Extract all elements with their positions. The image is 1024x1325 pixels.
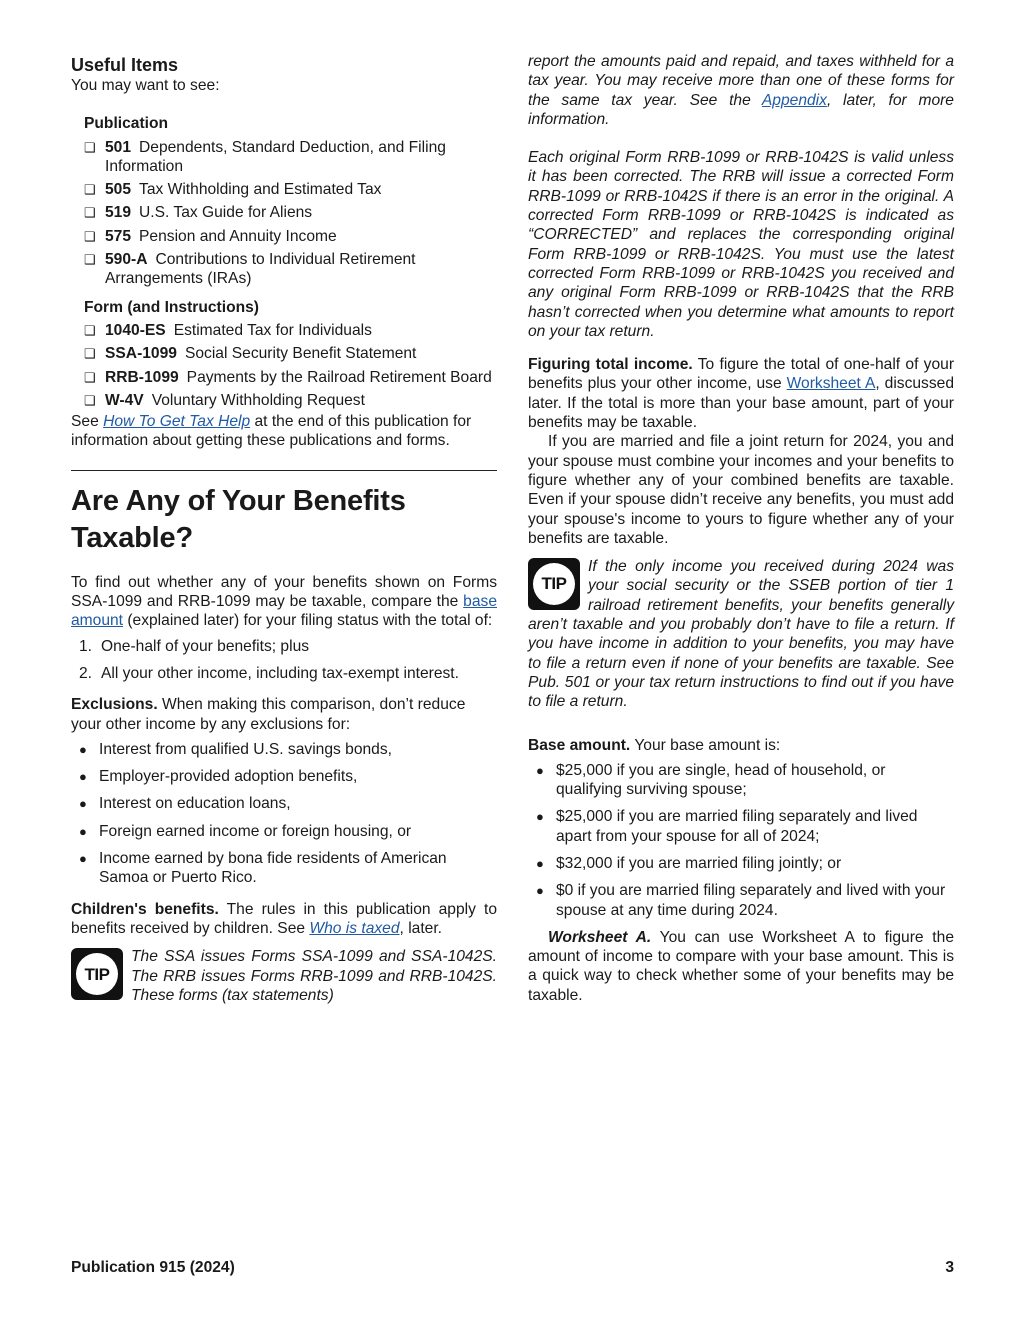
useful-items-intro: You may want to see: xyxy=(71,77,220,94)
bullet-icon: ● xyxy=(536,809,544,825)
publication-item xyxy=(84,250,497,289)
base-amount-paragraph: Base amount. Your base amount is: xyxy=(528,736,781,754)
checkbox-icon: ❑ xyxy=(84,369,96,385)
exclusion-item xyxy=(71,740,497,759)
form-list xyxy=(71,321,497,410)
worksheet-a-paragraph: Worksheet A. You can use Worksheet A to figure the amount of income to compare with your base amount. This is a quick way to check whether some of your benefits may be taxable. xyxy=(528,928,954,1004)
exclusion-item xyxy=(71,822,497,841)
publication-item-number: 501 xyxy=(105,138,132,156)
checkbox-icon: ❑ xyxy=(84,182,96,198)
worksheet-a-link[interactable]: Worksheet A xyxy=(786,375,876,393)
bullet-icon: ● xyxy=(79,823,87,839)
base-amount-item xyxy=(528,854,954,873)
base-amount-item-text: $25,000 if you are married filing separately and lived apart from your spouse for all of 2024; xyxy=(556,808,918,845)
base-amount-item xyxy=(528,807,954,846)
publication-list xyxy=(71,138,497,289)
section-divider xyxy=(71,470,497,471)
base-amount-item xyxy=(528,881,954,920)
who-is-taxed-link[interactable]: Who is taxed xyxy=(309,919,400,937)
base-amount-item-text: $25,000 if you are single, head of household, or qualifying surviving spouse; xyxy=(556,761,886,799)
section-intro: To find out whether any of your benefits shown on Forms SSA-1099 and RRB-1099 may be taxable, compare the base amount (explained later) for your filing status with the total of: xyxy=(71,573,497,630)
checkbox-icon: ❑ xyxy=(84,139,96,155)
exclusion-item-text: Employer-provided adoption benefits, xyxy=(99,768,358,786)
form-item-number: RRB-1099 xyxy=(105,368,179,386)
form-item-number: W-4V xyxy=(105,391,144,409)
appendix-link[interactable]: Appendix xyxy=(761,91,827,109)
married-joint-paragraph: If you are married and file a joint return for 2024, you and your spouse must combine your incomes and your benefits to figure whether any of your combined benefits are taxable. Even if your spouse didn’t receive any benefits, you must add your spouse's income to yours to figure whether any of your benefits are taxable. xyxy=(528,433,954,547)
tip-text-forms: The SSA issues Forms SSA-1099 and SSA-1042S. The RRB issues Forms RRB-1099 and RRB-1042S. These forms (tax statements) xyxy=(131,948,497,1004)
publication-item-text xyxy=(105,180,497,199)
checkbox-icon: ❑ xyxy=(84,392,96,408)
checkbox-icon: ❑ xyxy=(84,205,96,221)
form-item xyxy=(84,344,497,363)
bullet-icon: ● xyxy=(79,741,87,757)
childrens-benefits-paragraph: Children's benefits. The rules in this publication apply to benefits received by children. See Who is taxed, later. xyxy=(71,900,497,937)
tip-box-income xyxy=(528,557,954,711)
exclusion-item-text: Income earned by bona fide residents of American Samoa or Puerto Rico. xyxy=(99,850,447,887)
item-number: 1. xyxy=(79,637,93,655)
publication-item xyxy=(84,227,497,246)
form-item xyxy=(84,391,497,410)
base-amount-list xyxy=(528,761,954,920)
bullet-icon: ● xyxy=(79,769,87,785)
left-column xyxy=(71,52,497,1005)
publication-item-number: 575 xyxy=(105,227,132,245)
checkbox-icon: ❑ xyxy=(84,252,96,268)
exclusions-list xyxy=(71,740,497,888)
bullet-icon: ● xyxy=(536,855,544,871)
footer-page-number: 3 xyxy=(945,1259,954,1276)
useful-items-heading: Useful Items xyxy=(71,55,179,75)
publication-item-description: Dependents, Standard Deduction, and Filing Information xyxy=(105,138,446,175)
exclusion-item xyxy=(71,794,497,813)
base-amount-item xyxy=(528,761,954,800)
base-amount-item-text: $32,000 if you are married filing jointly; or xyxy=(556,854,842,872)
form-item-description: Voluntary Withholding Request xyxy=(151,391,365,409)
form-item-description: Payments by the Railroad Retirement Board xyxy=(186,368,492,386)
exclusion-item-text: Foreign earned income or foreign housing, or xyxy=(99,822,412,840)
exclusion-item-text: Interest on education loans, xyxy=(99,795,291,813)
publication-item-description: Contributions to Individual Retirement Arrangements (IRAs) xyxy=(105,251,416,288)
item-number: 2. xyxy=(79,664,93,682)
publication-item-number: 590-A xyxy=(105,251,148,269)
form-item-description: Estimated Tax for Individuals xyxy=(173,321,372,339)
publication-item-number: 505 xyxy=(105,181,132,199)
publication-item-description: U.S. Tax Guide for Aliens xyxy=(139,204,313,222)
form-item-description: Social Security Benefit Statement xyxy=(184,345,417,363)
publication-item-text xyxy=(105,250,497,289)
publication-item-text xyxy=(105,203,497,222)
checkbox-icon: ❑ xyxy=(84,322,96,338)
exclusion-item xyxy=(71,849,497,888)
right-column xyxy=(528,52,954,1005)
numbered-item xyxy=(71,637,497,656)
form-item-text xyxy=(105,391,497,410)
numbered-list xyxy=(71,637,497,684)
publication-item xyxy=(84,203,497,222)
exclusion-item-text: Interest from qualified U.S. savings bonds, xyxy=(99,740,392,758)
form-item xyxy=(84,368,497,387)
bullet-icon: ● xyxy=(536,762,544,778)
tip-box-forms xyxy=(71,947,497,1005)
item-text: All your other income, including tax-exempt interest. xyxy=(101,664,459,682)
base-amount-link[interactable]: base amount xyxy=(71,593,497,630)
tip-continuation: report the amounts paid and repaid, and taxes withheld for a tax year. You may receive more than one of these forms for the same tax year. See the Appendix, later, for more information. xyxy=(528,53,954,128)
publication-item-number: 519 xyxy=(105,204,132,222)
footer-publication: Publication 915 (2024) xyxy=(71,1259,235,1276)
form-item xyxy=(84,321,497,340)
publication-item-description: Tax Withholding and Estimated Tax xyxy=(139,181,382,199)
form-item-number: SSA-1099 xyxy=(105,345,177,363)
figuring-total-income-paragraph: Figuring total income. To figure the total of one-half of your benefits plus your other income, use Worksheet A, discussed later. If the total is more than your base amount, part of your benefits may be taxable. xyxy=(528,356,955,432)
form-item-text xyxy=(105,321,497,340)
numbered-item xyxy=(71,664,497,683)
exclusions-paragraph: Exclusions. When making this comparison, don’t reduce your other income by any exclusions for: xyxy=(71,696,466,733)
exclusion-item xyxy=(71,767,497,786)
publication-heading: Publication xyxy=(84,115,169,133)
see-help-paragraph: See How To Get Tax Help at the end of this publication for information about getting these publications and forms. xyxy=(71,413,472,450)
publication-item xyxy=(84,138,497,177)
publication-item-description: Pension and Annuity Income xyxy=(139,227,337,245)
checkbox-icon: ❑ xyxy=(84,346,96,362)
form-item-number: 1040-ES xyxy=(105,321,166,339)
tip-icon: TIP xyxy=(71,948,123,1000)
tip-icon: TIP xyxy=(528,558,580,610)
corrected-forms-paragraph: Each original Form RRB-1099 or RRB-1042S is valid unless it has been corrected. The RRB will issue a corrected Form RRB-1099 or RRB-1042S if there is an error in the original. A corrected Form RRB-1099 or RRB-1042S is indicated as “CORRECTED” and replaces the corresponding original Form RRB-1099 or RRB-1042S. You must use the latest corrected Form RRB-1099 or RRB-1042S you received and any original Form RRB-1099 or RRB-1042S that the RRB hasn’t corrected when you determine what amounts to report on your tax return. xyxy=(528,149,954,340)
bullet-icon: ● xyxy=(79,796,87,812)
checkbox-icon: ❑ xyxy=(84,228,96,244)
form-item-text xyxy=(105,344,497,363)
form-item-text xyxy=(105,368,497,387)
tip-text-income: If the only income you received during 2024 was your social security or the SSEB portion of tier 1 railroad retirement benefits, your benefits generally aren’t taxable and you probably don’t have to file a return. If you have income in addition to your benefits, you may have to file a return even if none of your benefits are taxable. See Pub. 501 or your tax return instructions to find out if you have to file a return. xyxy=(528,558,954,711)
section-title: Are Any of Your Benefits Taxable? xyxy=(71,484,406,554)
base-amount-item-text: $0 if you are married filing separately and lived with your spouse at any time during 2024. xyxy=(556,882,946,919)
bullet-icon: ● xyxy=(536,883,544,899)
how-to-get-tax-help-link[interactable]: How To Get Tax Help xyxy=(103,413,251,431)
publication-item-text xyxy=(105,227,497,246)
form-heading: Form (and Instructions) xyxy=(84,298,259,316)
publication-item xyxy=(84,180,497,199)
bullet-icon: ● xyxy=(79,851,87,867)
publication-item-text xyxy=(105,138,497,177)
item-text: One-half of your benefits; plus xyxy=(101,637,310,655)
